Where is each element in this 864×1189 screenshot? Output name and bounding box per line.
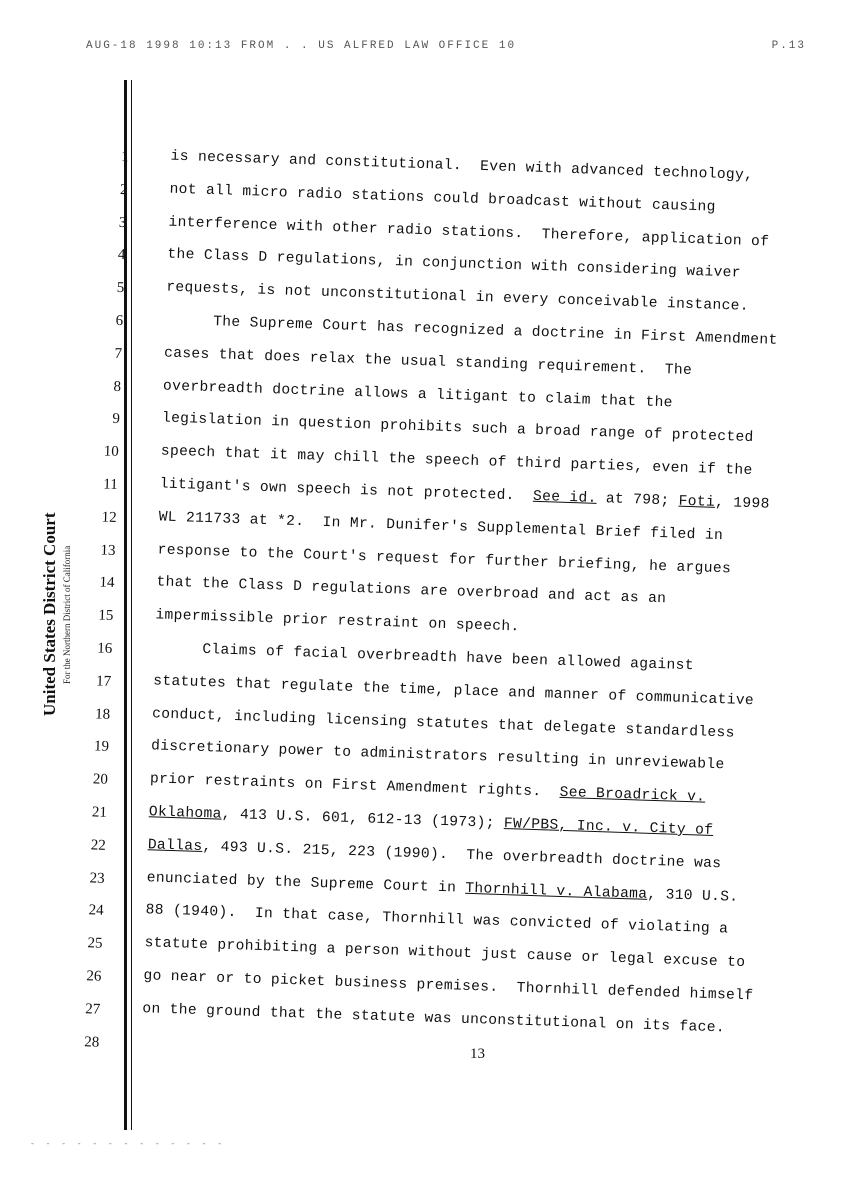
fax-footer-marks: - - - - - - - - - - - - -	[30, 1140, 226, 1149]
text-run: Claims of facial overbreadth have been allowed against	[202, 641, 695, 675]
line-number: 3	[118, 214, 127, 231]
line-number: 17	[95, 673, 112, 690]
citation: FW/PBS, Inc. v. City of	[503, 815, 714, 839]
line-number: 2	[119, 181, 128, 198]
text-run: is necessary and constitutional. Even with advanced technology,	[170, 148, 754, 184]
line-number: 23	[89, 869, 105, 887]
text-run: the Class D regulations, in conjunction with considering waiver	[167, 246, 742, 282]
text-run: , 493 U.S. 215, 223 (1990). The overbreadth doctrine was	[202, 838, 722, 872]
text-run: impermissible prior restraint on speech.	[155, 607, 520, 636]
line-number: 27	[85, 1000, 101, 1018]
line-number: 13	[100, 542, 116, 559]
line-number: 7	[114, 345, 123, 362]
line-number: 8	[113, 378, 122, 395]
line-number: 4	[117, 247, 126, 264]
line-number: 15	[98, 607, 114, 625]
line-number: 25	[87, 935, 103, 952]
text-run: requests, is not unconstitutional in every conceivable instance.	[166, 279, 750, 316]
line-number: 12	[101, 509, 117, 526]
text-run: on the ground that the statute was unconstitutional on its face.	[142, 1000, 726, 1037]
line-number: 5	[116, 280, 125, 297]
text-run: , 310 U.S.	[647, 886, 739, 906]
line-number: 1	[120, 148, 129, 166]
district-name: For the Northern District of California	[62, 545, 72, 684]
page-number: 13	[470, 1046, 485, 1062]
pleading-body	[0, 143, 864, 1089]
line-number: 6	[115, 312, 124, 330]
text-run: go near or to picket business premises. Thornhill defended himself	[143, 968, 754, 1005]
line-number: 22	[90, 837, 107, 854]
line-number: 20	[92, 771, 109, 789]
text-run: conduct, including licensing statutes that delegate standardless	[151, 705, 735, 742]
line-number: 14	[99, 574, 115, 592]
text-run: cases that does relax the usual standing requirement. The	[163, 345, 693, 379]
line-number: 10	[103, 443, 120, 461]
line-text	[170, 149, 753, 184]
text-run: that the Class D regulations are overbroad and act as an	[156, 574, 667, 608]
fax-header-left: AUG-18 1998 10:13 FROM . . US ALFRED LAW OFFICE 10	[86, 40, 517, 52]
text-run: interference with other radio stations. Therefore, application of	[168, 214, 770, 251]
line-number: 26	[86, 968, 102, 985]
text-run: , 1998	[714, 494, 770, 513]
text-run: speech that it may chill the speech of third parties, even if the	[160, 443, 753, 480]
text-run: WL 211733 at *2. In Mr. Dunifer's Supplemental Brief filed in	[158, 509, 724, 544]
text-run: prior restraints on First Amendment rights.	[149, 771, 560, 801]
line-number: 18	[94, 705, 111, 723]
text-run: litigant's own speech is not protected.	[159, 476, 534, 505]
line-number: 16	[97, 640, 113, 657]
text-run: response to the Court's request for further briefing, he argues	[157, 541, 732, 577]
line-number: 19	[93, 738, 110, 756]
text-run: statute prohibiting a person without just cause or legal excuse to	[144, 935, 746, 972]
citation: Foti	[678, 493, 716, 511]
text-run: legislation in question prohibits such a broad range of protected	[161, 410, 754, 447]
text-run: at 798;	[596, 490, 679, 510]
citation: See Broadrick v.	[559, 784, 706, 806]
text-run: The Supreme Court has recognized a doctrine in First Amendment	[212, 314, 778, 349]
text-run: 88 (1940). In that case, Thornhill was convicted of violating a	[145, 902, 729, 938]
text-run: overbreadth doctrine allows a litigant to claim that the	[162, 378, 674, 411]
citation: Thornhill v. Alabama	[465, 880, 648, 903]
citation: Oklahoma	[148, 804, 222, 823]
line-number: 24	[88, 902, 104, 920]
text-run: enunciated by the Supreme Court in	[146, 869, 466, 897]
text-run: not all micro radio stations could broadcast without causing	[169, 181, 716, 216]
line-number: 28	[83, 1033, 100, 1051]
text-run: discretionary power to administrators resulting in unreviewable	[150, 738, 725, 774]
line-number: 9	[112, 411, 121, 428]
fax-header-page: P.13	[771, 40, 806, 52]
line-number: 21	[91, 804, 108, 821]
text-run: statutes that regulate the time, place and manner of communicative	[152, 673, 755, 709]
citation: Dallas	[147, 836, 203, 855]
citation: See id.	[532, 488, 597, 507]
line-number: 11	[103, 476, 118, 493]
text-run: , 413 U.S. 601, 612-13 (1973);	[221, 806, 505, 832]
court-name: United States District Court	[40, 512, 59, 716]
fax-header	[86, 40, 806, 52]
